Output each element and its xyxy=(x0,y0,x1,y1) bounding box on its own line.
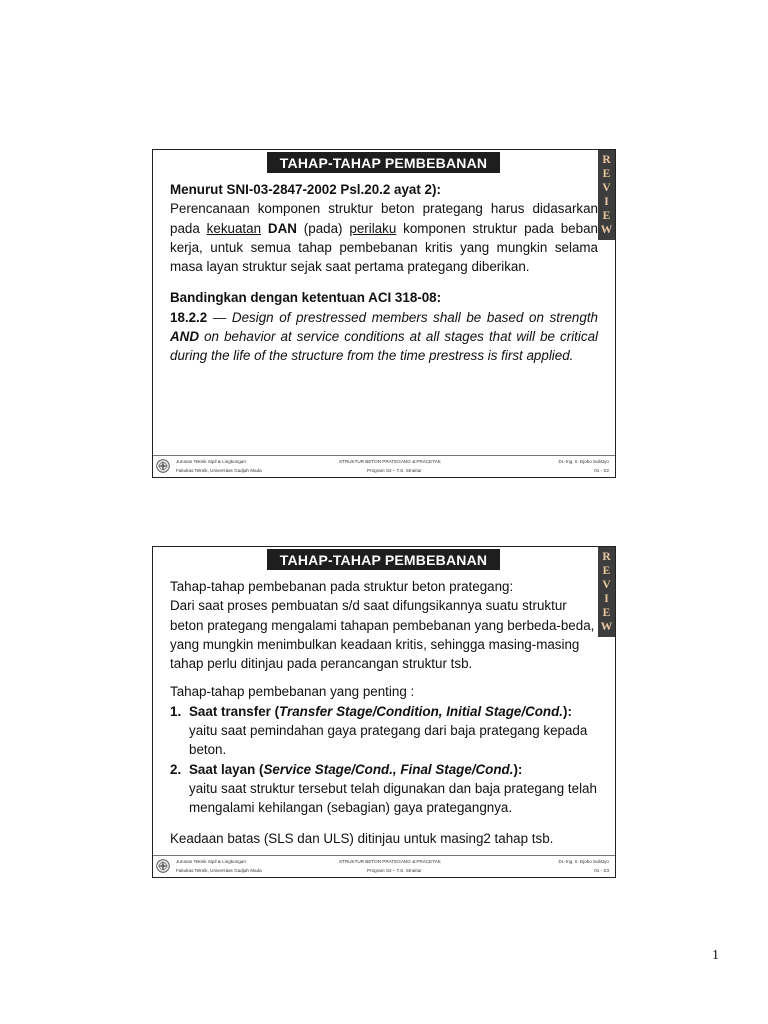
underlined-term: kekuatan xyxy=(206,220,262,236)
footer-course: STRUKTUR BETON PRATEGANG & PRACETAK xyxy=(339,859,441,864)
footer-author: Dr.-Ing. Ir. Djoko Sulistyo xyxy=(558,859,609,864)
university-logo-icon xyxy=(156,859,170,873)
sni-heading: Menurut SNI-03-2847-2002 Psl.20.2 ayat 2): xyxy=(170,182,441,197)
review-tab xyxy=(598,547,615,637)
intro-line: Tahap-tahap pembebanan pada struktur beton prategang: xyxy=(170,579,514,594)
footer-slide-code: 01 - S3 xyxy=(594,868,609,873)
aci-paragraph: 18.2.2 — Design of prestressed members shall be based on strength AND on behavior at service conditions at all stages that will be critical during the life of the structure from the time prestress is first applied. xyxy=(170,309,598,364)
footer-slide-code: 01 - S2 xyxy=(594,468,609,473)
list-number: 2. xyxy=(170,761,182,777)
sni-paragraph: Perencanaan komponen struktur beton prategang harus didasarkan pada kekuatan DAN (pada) perilaku komponen struktur pada beban kerja, untuk semua tahap pembebanan kritis yang mungkin selama masa layan struktur sejak saat pertama prategang diberikan. xyxy=(170,201,598,275)
underlined-term: perilaku xyxy=(349,220,397,236)
review-letter: E xyxy=(602,565,611,577)
slide-footer xyxy=(153,855,615,877)
slide-2 xyxy=(152,546,616,878)
stages-list xyxy=(170,702,598,818)
footer-program: Program S2 – T.S. Struktur xyxy=(367,468,422,473)
emphasis-text: DAN xyxy=(267,220,297,236)
intro-paragraph: Dari saat proses pembuatan s/d saat difungsikannya suatu struktur beton prategang mengalami tahapan pembebanan yang berbeda-beda, yang mungkin menimbulkan keadaan kritis, sehingga masing-masing tahap perlu ditinjau pada perancangan struktur tsb. xyxy=(170,598,595,672)
slide-title: TAHAP-TAHAP PEMBEBANAN xyxy=(267,152,500,173)
review-letter: I xyxy=(604,196,609,208)
footer-author: Dr.-Ing. Ir. Djoko Sulistyo xyxy=(558,459,609,464)
page-number: 1 xyxy=(712,948,719,963)
review-letter: E xyxy=(602,210,611,222)
stage-title: Saat transfer (Transfer Stage/Condition, Initial Stage/Cond.): xyxy=(189,703,572,719)
review-letter: W xyxy=(600,621,613,633)
footer-department: Jurusan Teknik Sipil & Lingkungan xyxy=(176,459,246,464)
footer-course: STRUKTUR BETON PRATEGANG & PRACETAK xyxy=(339,459,441,464)
aci-heading: Bandingkan dengan ketentuan ACI 318-08: xyxy=(170,290,442,306)
slide-title: TAHAP-TAHAP PEMBEBANAN xyxy=(267,549,500,570)
review-letter: E xyxy=(602,607,611,619)
footer-department: Jurusan Teknik Sipil & Lingkungan xyxy=(176,859,246,864)
review-tab xyxy=(598,150,615,240)
university-logo-icon xyxy=(156,459,170,473)
closing-note: Keadaan batas (SLS dan ULS) ditinjau untuk masing2 tahap tsb. xyxy=(170,830,554,846)
review-letter: R xyxy=(602,551,611,563)
emphasis-text: AND xyxy=(170,329,200,345)
list-number: 1. xyxy=(170,703,182,719)
review-letter: W xyxy=(600,224,613,236)
slide-content xyxy=(170,577,598,848)
footer-faculty: Fakultas Teknik, Universitas Gadjah Mada xyxy=(176,468,262,473)
footer-program: Program S2 – T.S. Struktur xyxy=(367,868,422,873)
stage-title: Saat layan (Service Stage/Cond., Final Stage/Cond.): xyxy=(189,761,523,777)
stage-description: yaitu saat struktur tersebut telah digunakan dan baja prategang telah mengalami kehilangan (sebagian) gaya prategangnya. xyxy=(189,780,597,816)
stage-description: yaitu saat pemindahan gaya prategang dari baja prategang kepada beton. xyxy=(189,723,588,758)
review-letter: I xyxy=(604,593,609,605)
slide-content xyxy=(170,180,598,366)
review-letter: R xyxy=(602,154,611,166)
slide-1 xyxy=(152,149,616,478)
review-letter: V xyxy=(602,182,611,194)
list-item xyxy=(170,760,598,818)
slide-footer xyxy=(153,455,615,477)
stages-intro: Tahap-tahap pembebanan yang penting : xyxy=(170,684,415,700)
review-letter: E xyxy=(602,168,611,180)
clause-number: 18.2.2 xyxy=(170,309,208,325)
footer-faculty: Fakultas Teknik, Universitas Gadjah Mada xyxy=(176,868,262,873)
list-item xyxy=(170,702,598,760)
review-letter: V xyxy=(602,579,611,591)
